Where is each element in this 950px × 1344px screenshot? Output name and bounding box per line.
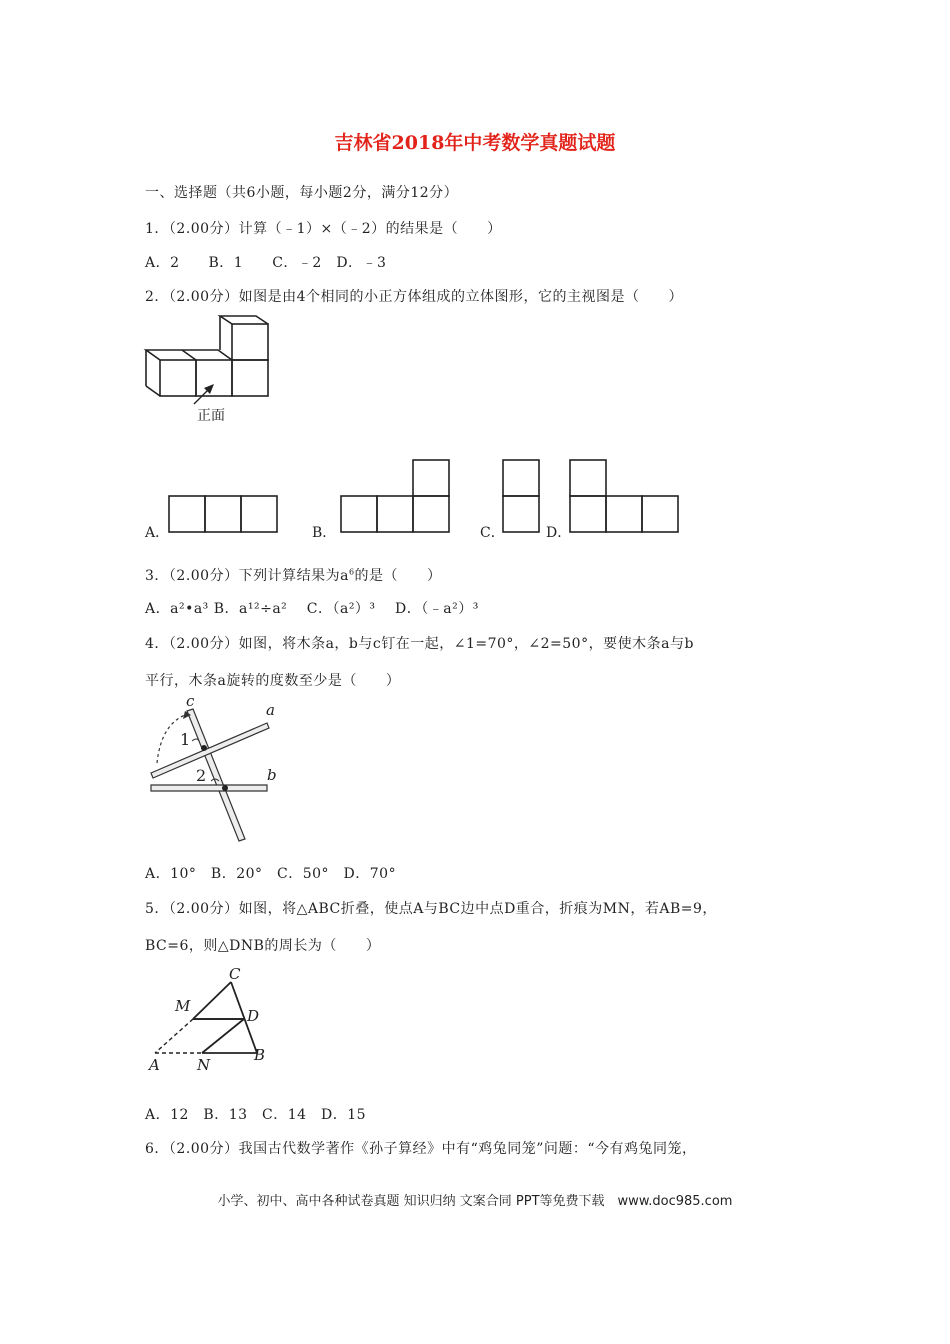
q2-option-a-label: A．: [145, 525, 170, 541]
question-5-stem-line2: BC=6，则△DNB的周长为（ ）: [145, 938, 381, 954]
q5-label-B: B: [254, 1046, 266, 1064]
page-footer: 小学、初中、高中各种试卷真题 知识归纳 文案合同 PPT等免费下载 www.doc985.com: [217, 1194, 733, 1209]
q3-stem-end: 的是（ ）: [354, 568, 442, 584]
question-4-stem-line2: 平行，木条a旋转的度数至少是（ ）: [145, 673, 401, 689]
question-3-stem: [145, 565, 442, 585]
q3-exponent: 6: [348, 567, 355, 577]
q4-label-angle-2: 2: [196, 766, 207, 785]
q2-option-a-figure: [168, 495, 278, 535]
question-5-options: A．12 B．13 C．14 D．15: [145, 1107, 367, 1123]
question-4-options: A．10° B．20° C．50° D．70°: [145, 866, 397, 882]
q5-label-A: A: [149, 1056, 160, 1074]
section-heading: 一、选择题（共6小题，每小题2分，满分12分）: [145, 185, 459, 201]
question-6-stem-line1: 6．（2.00分）我国古代数学著作《孙子算经》中有“鸡兔同笼”问题：“今有鸡兔同笼，: [145, 1141, 697, 1157]
q2-option-d-figure: [569, 459, 681, 535]
q2-option-c-label: C．: [480, 525, 505, 541]
q2-option-d-label: D．: [546, 525, 572, 541]
q4-label-angle-1: 1: [180, 730, 191, 749]
question-2-stem: 2．（2.00分）如图是由4个相同的小正方体组成的立体图形，它的主视图是（ ）: [145, 289, 683, 305]
q5-label-M: M: [175, 997, 191, 1015]
front-label: 正面: [197, 408, 225, 424]
q3-option-a: A．a²•a³: [145, 601, 209, 617]
q2-option-b-figure: [340, 459, 450, 535]
q3-stem-text: 3．（2.00分）下列计算结果为a: [145, 568, 349, 584]
q3-option-d: D．（﹣a²）³: [395, 601, 479, 617]
q4-label-c: c: [186, 692, 195, 710]
q5-label-C: C: [229, 965, 241, 983]
q5-label-N: N: [197, 1056, 211, 1074]
q2-option-b-label: B．: [312, 525, 337, 541]
question-4-stem-line1: 4．（2.00分）如图，将木条a，b与c钉在一起，∠1=70°，∠2=50°，要使木条a与b: [145, 636, 694, 652]
question-5-stem-line1: 5．（2.00分）如图，将△ABC折叠，使点A与BC边中点D重合，折痕为MN，若AB=9，: [145, 901, 717, 917]
q2-option-c-figure: [502, 459, 542, 535]
q4-label-a: a: [266, 701, 275, 719]
q4-label-b: b: [267, 766, 277, 784]
question-1-options: A．2 B．1 C．﹣2 D．﹣3: [145, 255, 387, 271]
question-3-options: [145, 598, 479, 618]
q5-label-D: D: [247, 1007, 260, 1025]
q3-option-b: B．a¹²÷a²: [213, 601, 288, 617]
q3-option-c: C．（a²）³: [306, 601, 376, 617]
question-1-stem: 1．（2.00分）计算（﹣1）×（﹣2）的结果是（ ）: [145, 221, 502, 237]
page-title: 吉林省2018年中考数学真题试题: [334, 132, 616, 154]
